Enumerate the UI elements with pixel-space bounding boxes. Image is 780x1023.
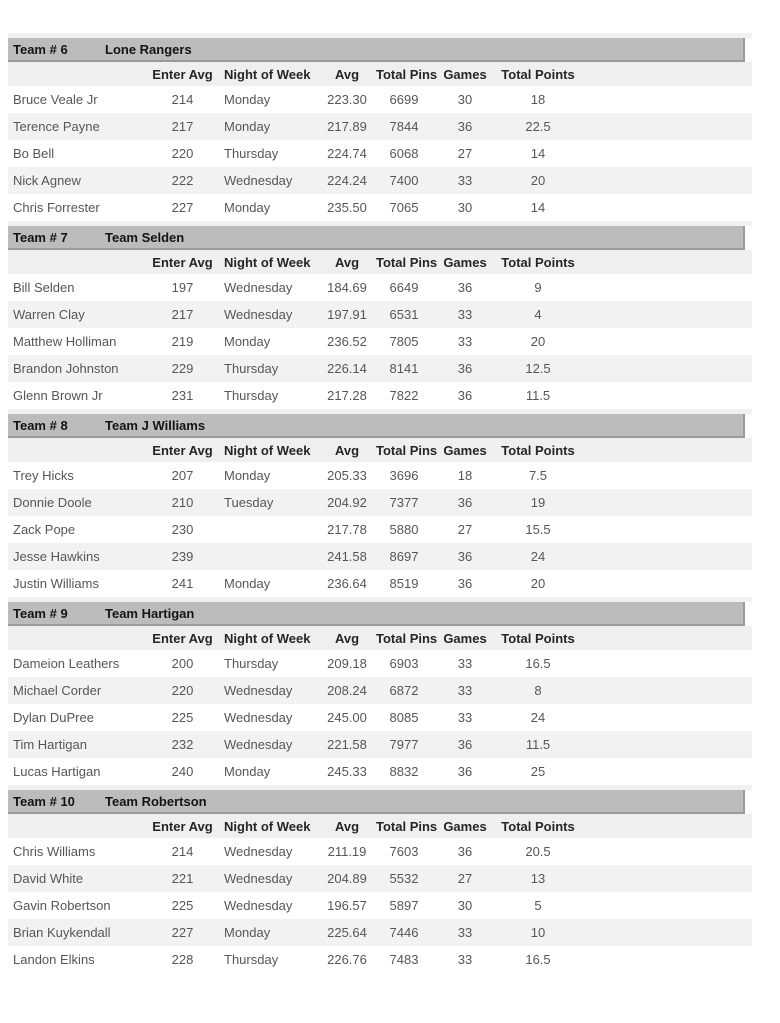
night-of-week-value: Monday bbox=[224, 764, 271, 779]
total-pins-value: 6903 bbox=[389, 656, 419, 671]
night-of-week-value: Thursday bbox=[224, 146, 279, 161]
player-row bbox=[8, 946, 752, 973]
enter-avg-value: 200 bbox=[171, 656, 194, 671]
player-row bbox=[8, 704, 752, 731]
col-games: Games bbox=[443, 442, 487, 458]
player-name: Nick Agnew bbox=[13, 173, 81, 188]
games-value: 30 bbox=[457, 200, 473, 215]
enter-avg-value: 228 bbox=[171, 952, 194, 967]
player-name: Warren Clay bbox=[13, 307, 85, 322]
games-value: 33 bbox=[457, 710, 473, 725]
avg-value: 208.24 bbox=[327, 683, 367, 698]
night-of-week-value: Wednesday bbox=[224, 871, 293, 886]
col-enter-avg: Enter Avg bbox=[152, 254, 213, 270]
total-points-value: 14 bbox=[530, 200, 546, 215]
total-points-value: 22.5 bbox=[525, 119, 551, 134]
enter-avg-value: 239 bbox=[171, 549, 194, 564]
player-name: Chris Forrester bbox=[13, 200, 100, 215]
games-value: 27 bbox=[457, 871, 473, 886]
total-pins-value: 5532 bbox=[389, 871, 419, 886]
team-header-bar bbox=[8, 602, 745, 626]
avg-value: 204.92 bbox=[327, 495, 367, 510]
enter-avg-value: 225 bbox=[171, 898, 194, 913]
player-name: Trey Hicks bbox=[13, 468, 74, 483]
col-games: Games bbox=[443, 818, 487, 834]
avg-value: 226.76 bbox=[327, 952, 367, 967]
team-header-bar bbox=[8, 226, 745, 250]
player-name: Brandon Johnston bbox=[13, 361, 119, 376]
total-points-value: 20 bbox=[530, 334, 546, 349]
col-games: Games bbox=[443, 630, 487, 646]
team-section bbox=[8, 33, 752, 221]
team-section bbox=[8, 785, 752, 973]
games-value: 36 bbox=[457, 361, 473, 376]
night-of-week-value: Wednesday bbox=[224, 173, 293, 188]
total-points-value: 24 bbox=[530, 549, 546, 564]
player-row bbox=[8, 865, 752, 892]
enter-avg-value: 214 bbox=[171, 844, 194, 859]
night-of-week-value: Monday bbox=[224, 119, 271, 134]
team-section bbox=[8, 221, 752, 409]
player-row bbox=[8, 382, 752, 409]
col-total-points: Total Points bbox=[501, 442, 575, 458]
player-row bbox=[8, 650, 752, 677]
games-value: 33 bbox=[457, 656, 473, 671]
total-pins-value: 7483 bbox=[389, 952, 419, 967]
col-avg: Avg bbox=[334, 630, 360, 646]
total-points-value: 14 bbox=[530, 146, 546, 161]
team-number: Team # 10 bbox=[13, 793, 75, 809]
team-number: Team # 8 bbox=[13, 417, 68, 433]
total-points-value: 10 bbox=[530, 925, 546, 940]
col-enter-avg: Enter Avg bbox=[152, 630, 213, 646]
avg-value: 211.19 bbox=[327, 844, 367, 859]
player-row bbox=[8, 113, 752, 140]
player-row bbox=[8, 328, 752, 355]
total-pins-value: 7065 bbox=[389, 200, 419, 215]
team-name: Team J Williams bbox=[105, 417, 206, 433]
player-row bbox=[8, 140, 752, 167]
col-total-pins: Total Pins bbox=[376, 442, 438, 458]
player-row bbox=[8, 516, 752, 543]
player-name: Chris Williams bbox=[13, 844, 96, 859]
total-pins-value: 8141 bbox=[389, 361, 419, 376]
avg-value: 217.89 bbox=[327, 119, 367, 134]
col-total-points: Total Points bbox=[501, 818, 575, 834]
col-enter-avg: Enter Avg bbox=[152, 66, 213, 82]
player-name: Gavin Robertson bbox=[13, 898, 111, 913]
enter-avg-value: 210 bbox=[171, 495, 194, 510]
avg-value: 204.89 bbox=[327, 871, 367, 886]
games-value: 18 bbox=[457, 468, 473, 483]
games-value: 36 bbox=[457, 549, 473, 564]
column-header-row bbox=[8, 438, 752, 462]
night-of-week-value: Monday bbox=[224, 92, 271, 107]
col-enter-avg: Enter Avg bbox=[152, 442, 213, 458]
total-pins-value: 6068 bbox=[389, 146, 419, 161]
total-points-value: 13 bbox=[530, 871, 546, 886]
col-enter-avg: Enter Avg bbox=[152, 818, 213, 834]
night-of-week-value: Monday bbox=[224, 468, 271, 483]
player-name: Bill Selden bbox=[13, 280, 75, 295]
avg-value: 236.52 bbox=[327, 334, 367, 349]
total-pins-value: 7446 bbox=[389, 925, 419, 940]
total-pins-value: 7822 bbox=[389, 388, 419, 403]
team-number: Team # 6 bbox=[13, 41, 68, 57]
avg-value: 221.58 bbox=[327, 737, 367, 752]
games-value: 36 bbox=[457, 737, 473, 752]
col-night-of-week: Night of Week bbox=[224, 630, 311, 646]
col-games: Games bbox=[443, 254, 487, 270]
team-name: Team Robertson bbox=[105, 793, 207, 809]
team-section bbox=[8, 597, 752, 785]
night-of-week-value: Wednesday bbox=[224, 710, 293, 725]
player-name: Donnie Doole bbox=[13, 495, 92, 510]
total-points-value: 8 bbox=[534, 683, 542, 698]
avg-value: 223.30 bbox=[327, 92, 367, 107]
games-value: 27 bbox=[457, 522, 473, 537]
player-row bbox=[8, 677, 752, 704]
total-points-value: 20 bbox=[530, 576, 546, 591]
total-points-value: 20.5 bbox=[525, 844, 551, 859]
enter-avg-value: 219 bbox=[171, 334, 194, 349]
total-points-value: 5 bbox=[534, 898, 542, 913]
team-header-bar bbox=[8, 414, 745, 438]
enter-avg-value: 227 bbox=[171, 925, 194, 940]
enter-avg-value: 221 bbox=[171, 871, 194, 886]
avg-value: 245.00 bbox=[327, 710, 367, 725]
player-name: Dameion Leathers bbox=[13, 656, 120, 671]
total-points-value: 16.5 bbox=[525, 656, 551, 671]
games-value: 36 bbox=[457, 576, 473, 591]
games-value: 33 bbox=[457, 307, 473, 322]
enter-avg-value: 229 bbox=[171, 361, 194, 376]
column-header-row bbox=[8, 814, 752, 838]
avg-value: 224.24 bbox=[327, 173, 367, 188]
total-points-value: 19 bbox=[530, 495, 546, 510]
player-name: Brian Kuykendall bbox=[13, 925, 111, 940]
night-of-week-value: Monday bbox=[224, 200, 271, 215]
column-header-row bbox=[8, 62, 752, 86]
player-row bbox=[8, 274, 752, 301]
player-row bbox=[8, 194, 752, 221]
total-pins-value: 5880 bbox=[389, 522, 419, 537]
enter-avg-value: 225 bbox=[171, 710, 194, 725]
games-value: 36 bbox=[457, 764, 473, 779]
night-of-week-value: Thursday bbox=[224, 656, 279, 671]
total-points-value: 12.5 bbox=[525, 361, 551, 376]
avg-value: 225.64 bbox=[327, 925, 367, 940]
team-number: Team # 9 bbox=[13, 605, 68, 621]
player-row bbox=[8, 543, 752, 570]
total-points-value: 20 bbox=[530, 173, 546, 188]
games-value: 33 bbox=[457, 952, 473, 967]
total-pins-value: 6531 bbox=[389, 307, 419, 322]
games-value: 33 bbox=[457, 925, 473, 940]
total-points-value: 11.5 bbox=[525, 388, 551, 403]
enter-avg-value: 231 bbox=[171, 388, 194, 403]
total-points-value: 18 bbox=[530, 92, 546, 107]
col-night-of-week: Night of Week bbox=[224, 442, 311, 458]
player-row bbox=[8, 758, 752, 785]
games-value: 36 bbox=[457, 280, 473, 295]
col-avg: Avg bbox=[334, 818, 360, 834]
enter-avg-value: 232 bbox=[171, 737, 194, 752]
enter-avg-value: 197 bbox=[171, 280, 194, 295]
total-pins-value: 6649 bbox=[389, 280, 419, 295]
player-row bbox=[8, 462, 752, 489]
games-value: 33 bbox=[457, 683, 473, 698]
night-of-week-value: Wednesday bbox=[224, 844, 293, 859]
col-total-points: Total Points bbox=[501, 254, 575, 270]
player-name: Glenn Brown Jr bbox=[13, 388, 103, 403]
col-total-points: Total Points bbox=[501, 66, 575, 82]
night-of-week-value: Wednesday bbox=[224, 307, 293, 322]
night-of-week-value: Thursday bbox=[224, 361, 279, 376]
player-name: Zack Pope bbox=[13, 522, 76, 537]
team-name: Lone Rangers bbox=[105, 41, 192, 57]
avg-value: 184.69 bbox=[327, 280, 367, 295]
team-name: Team Selden bbox=[105, 229, 185, 245]
enter-avg-value: 240 bbox=[171, 764, 194, 779]
avg-value: 226.14 bbox=[327, 361, 367, 376]
col-total-pins: Total Pins bbox=[376, 630, 438, 646]
player-name: Bruce Veale Jr bbox=[13, 92, 98, 107]
total-pins-value: 7805 bbox=[389, 334, 419, 349]
total-pins-value: 6699 bbox=[389, 92, 419, 107]
player-row bbox=[8, 86, 752, 113]
player-row bbox=[8, 919, 752, 946]
team-header-bar bbox=[8, 790, 745, 814]
total-points-value: 11.5 bbox=[525, 737, 551, 752]
games-value: 30 bbox=[457, 92, 473, 107]
column-header-row bbox=[8, 250, 752, 274]
player-name: Tim Hartigan bbox=[13, 737, 87, 752]
player-name: Justin Williams bbox=[13, 576, 99, 591]
avg-value: 236.64 bbox=[327, 576, 367, 591]
games-value: 30 bbox=[457, 898, 473, 913]
total-points-value: 24 bbox=[530, 710, 546, 725]
player-name: Terence Payne bbox=[13, 119, 100, 134]
night-of-week-value: Thursday bbox=[224, 952, 279, 967]
player-row bbox=[8, 355, 752, 382]
total-pins-value: 8519 bbox=[389, 576, 419, 591]
games-value: 27 bbox=[457, 146, 473, 161]
team-number: Team # 7 bbox=[13, 229, 68, 245]
player-row bbox=[8, 489, 752, 516]
player-name: Bo Bell bbox=[13, 146, 55, 161]
avg-value: 217.78 bbox=[327, 522, 367, 537]
night-of-week-value: Monday bbox=[224, 334, 271, 349]
col-total-points: Total Points bbox=[501, 630, 575, 646]
avg-value: 224.74 bbox=[327, 146, 367, 161]
player-name: Lucas Hartigan bbox=[13, 764, 101, 779]
total-points-value: 9 bbox=[534, 280, 542, 295]
column-header-row bbox=[8, 626, 752, 650]
total-pins-value: 7844 bbox=[389, 119, 419, 134]
player-row bbox=[8, 570, 752, 597]
enter-avg-value: 217 bbox=[171, 307, 194, 322]
enter-avg-value: 214 bbox=[171, 92, 194, 107]
games-value: 36 bbox=[457, 495, 473, 510]
total-pins-value: 7400 bbox=[389, 173, 419, 188]
player-name: Matthew Holliman bbox=[13, 334, 117, 349]
night-of-week-value: Monday bbox=[224, 925, 271, 940]
night-of-week-value: Wednesday bbox=[224, 898, 293, 913]
player-row bbox=[8, 731, 752, 758]
enter-avg-value: 220 bbox=[171, 683, 194, 698]
col-night-of-week: Night of Week bbox=[224, 66, 311, 82]
team-section bbox=[8, 409, 752, 597]
games-value: 36 bbox=[457, 844, 473, 859]
player-name: David White bbox=[13, 871, 84, 886]
total-pins-value: 6872 bbox=[389, 683, 419, 698]
avg-value: 205.33 bbox=[327, 468, 367, 483]
night-of-week-value: Wednesday bbox=[224, 280, 293, 295]
col-night-of-week: Night of Week bbox=[224, 254, 311, 270]
player-name: Landon Elkins bbox=[13, 952, 95, 967]
player-name: Dylan DuPree bbox=[13, 710, 94, 725]
enter-avg-value: 207 bbox=[171, 468, 194, 483]
total-points-value: 15.5 bbox=[525, 522, 551, 537]
enter-avg-value: 217 bbox=[171, 119, 194, 134]
night-of-week-value: Monday bbox=[224, 576, 271, 591]
total-pins-value: 7603 bbox=[389, 844, 419, 859]
night-of-week-value: Thursday bbox=[224, 388, 279, 403]
total-pins-value: 7377 bbox=[389, 495, 419, 510]
avg-value: 197.91 bbox=[327, 307, 367, 322]
col-total-pins: Total Pins bbox=[376, 818, 438, 834]
games-value: 36 bbox=[457, 388, 473, 403]
enter-avg-value: 220 bbox=[171, 146, 194, 161]
avg-value: 245.33 bbox=[327, 764, 367, 779]
player-name: Michael Corder bbox=[13, 683, 102, 698]
total-pins-value: 8697 bbox=[389, 549, 419, 564]
night-of-week-value: Tuesday bbox=[224, 495, 274, 510]
team-header-bar bbox=[8, 38, 745, 62]
player-row bbox=[8, 167, 752, 194]
col-avg: Avg bbox=[334, 254, 360, 270]
night-of-week-value: Wednesday bbox=[224, 737, 293, 752]
total-pins-value: 8832 bbox=[389, 764, 419, 779]
player-name: Jesse Hawkins bbox=[13, 549, 100, 564]
total-points-value: 16.5 bbox=[525, 952, 551, 967]
total-pins-value: 8085 bbox=[389, 710, 419, 725]
enter-avg-value: 222 bbox=[171, 173, 194, 188]
games-value: 33 bbox=[457, 173, 473, 188]
total-points-value: 4 bbox=[534, 307, 542, 322]
col-total-pins: Total Pins bbox=[376, 66, 438, 82]
avg-value: 209.18 bbox=[327, 656, 367, 671]
league-roster-report bbox=[8, 33, 752, 973]
enter-avg-value: 230 bbox=[171, 522, 194, 537]
team-name: Team Hartigan bbox=[105, 605, 195, 621]
col-avg: Avg bbox=[334, 442, 360, 458]
total-pins-value: 7977 bbox=[389, 737, 419, 752]
games-value: 33 bbox=[457, 334, 473, 349]
avg-value: 217.28 bbox=[327, 388, 367, 403]
avg-value: 235.50 bbox=[327, 200, 367, 215]
avg-value: 241.58 bbox=[327, 549, 367, 564]
player-row bbox=[8, 892, 752, 919]
total-pins-value: 5897 bbox=[389, 898, 419, 913]
enter-avg-value: 227 bbox=[171, 200, 194, 215]
total-points-value: 25 bbox=[530, 764, 546, 779]
col-games: Games bbox=[443, 66, 487, 82]
total-pins-value: 3696 bbox=[389, 468, 419, 483]
col-total-pins: Total Pins bbox=[376, 254, 438, 270]
total-points-value: 7.5 bbox=[528, 468, 548, 483]
night-of-week-value: Wednesday bbox=[224, 683, 293, 698]
col-night-of-week: Night of Week bbox=[224, 818, 311, 834]
col-avg: Avg bbox=[334, 66, 360, 82]
enter-avg-value: 241 bbox=[171, 576, 194, 591]
games-value: 36 bbox=[457, 119, 473, 134]
player-row bbox=[8, 838, 752, 865]
avg-value: 196.57 bbox=[327, 898, 367, 913]
player-row bbox=[8, 301, 752, 328]
